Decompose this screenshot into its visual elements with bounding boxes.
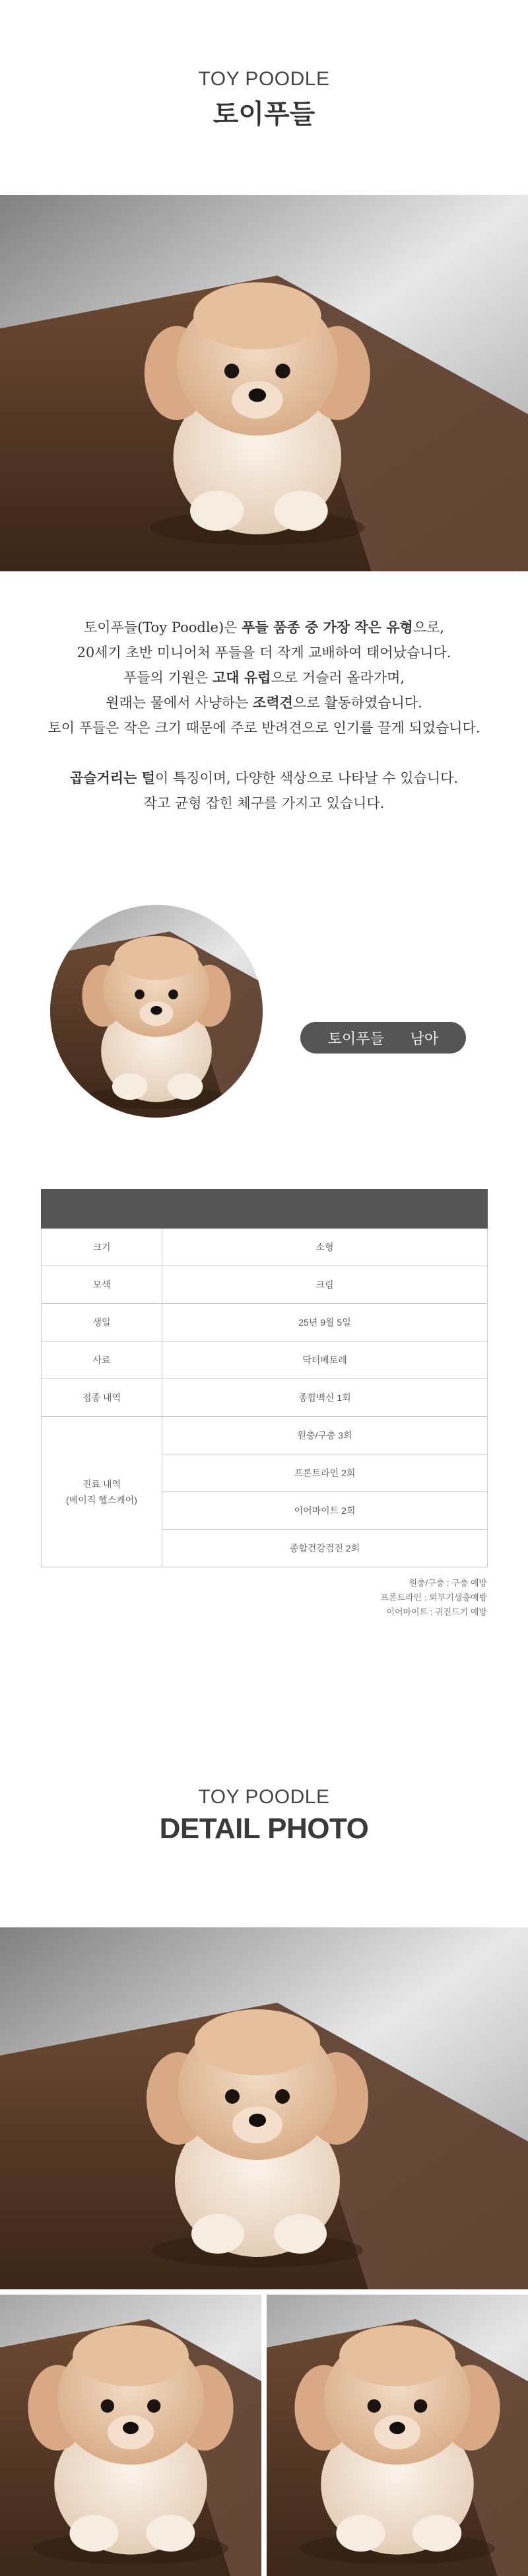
intro-header [0, 68, 528, 131]
table-notes [380, 1576, 487, 1620]
info-table [41, 1189, 488, 1567]
section-title-en: TOY POODLE [198, 68, 330, 90]
care-history-key: 진료 내역 (베이직 헬스케어) [42, 1417, 162, 1567]
gender-label: 남아 [410, 1030, 439, 1047]
detail-title: DETAIL PHOTO [159, 1812, 369, 1845]
table-row: 접종 내역 종합백신 1회 [42, 1379, 488, 1417]
desc-line-4: 원래는 물에서 사냥하는 조력견으로 활동하였습니다. [106, 694, 422, 711]
desc-line-7: 작고 균형 잡힌 체구를 가지고 있습니다. [143, 795, 385, 811]
section-title-ko: 토이푸들 [213, 100, 315, 129]
detail-title-en: TOY POODLE [198, 1786, 330, 1808]
table-row: 크기 소형 [42, 1229, 488, 1266]
breed-description [0, 615, 528, 816]
desc-line-5: 토이 푸들은 작은 크기 때문에 주로 반려견으로 인기를 끌게 되었습니다. [48, 720, 480, 736]
desc-line-2: 20세기 초반 미니어처 푸들을 더 작게 교배하여 태어났습니다. [77, 645, 451, 661]
toy-poodle-photo [0, 195, 528, 571]
table-header-left [42, 1190, 162, 1229]
table-row: 종합건강검진 2회 [42, 1530, 488, 1567]
breed-label: 토이푸들 [327, 1030, 384, 1047]
table-row: 사료 닥터베토레 [42, 1342, 488, 1379]
desc-line-3: 푸들의 기원은 고대 유럽으로 거슬러 올라가며, [123, 669, 405, 686]
note: 원충/구충 : 구충 예방 [409, 1578, 487, 1588]
desc-line-6: 곱슬거리는 털이 특징이며, 다양한 색상으로 나타날 수 있습니다. [69, 769, 459, 786]
desc-line-1: 토이푸들(Toy Poodle)은 푸들 품종 중 가장 작은 유형으로, [83, 619, 445, 635]
detail-photo-2 [0, 2295, 261, 2576]
table-row: 생일 25년 9월 5일 [42, 1304, 488, 1342]
toy-poodle-circle-photo [50, 905, 263, 1118]
note: 이어마이트 : 귀진드기 예방 [386, 1607, 487, 1617]
note: 프론트라인 : 외부기생충예방 [380, 1592, 487, 1602]
detail-photo-1 [0, 1927, 528, 2289]
table-row: 이어마이트 2회 [42, 1492, 488, 1530]
table-row: 진료 내역 (베이직 헬스케어) 원충/구충 3회 [42, 1417, 488, 1454]
table-row: 모색 크림 [42, 1266, 488, 1304]
table-header-right [162, 1190, 488, 1229]
detail-photo-3 [267, 2295, 528, 2576]
detail-header [0, 1786, 528, 1845]
profile-badge [300, 1022, 466, 1054]
table-row: 프론트라인 2회 [42, 1454, 488, 1492]
